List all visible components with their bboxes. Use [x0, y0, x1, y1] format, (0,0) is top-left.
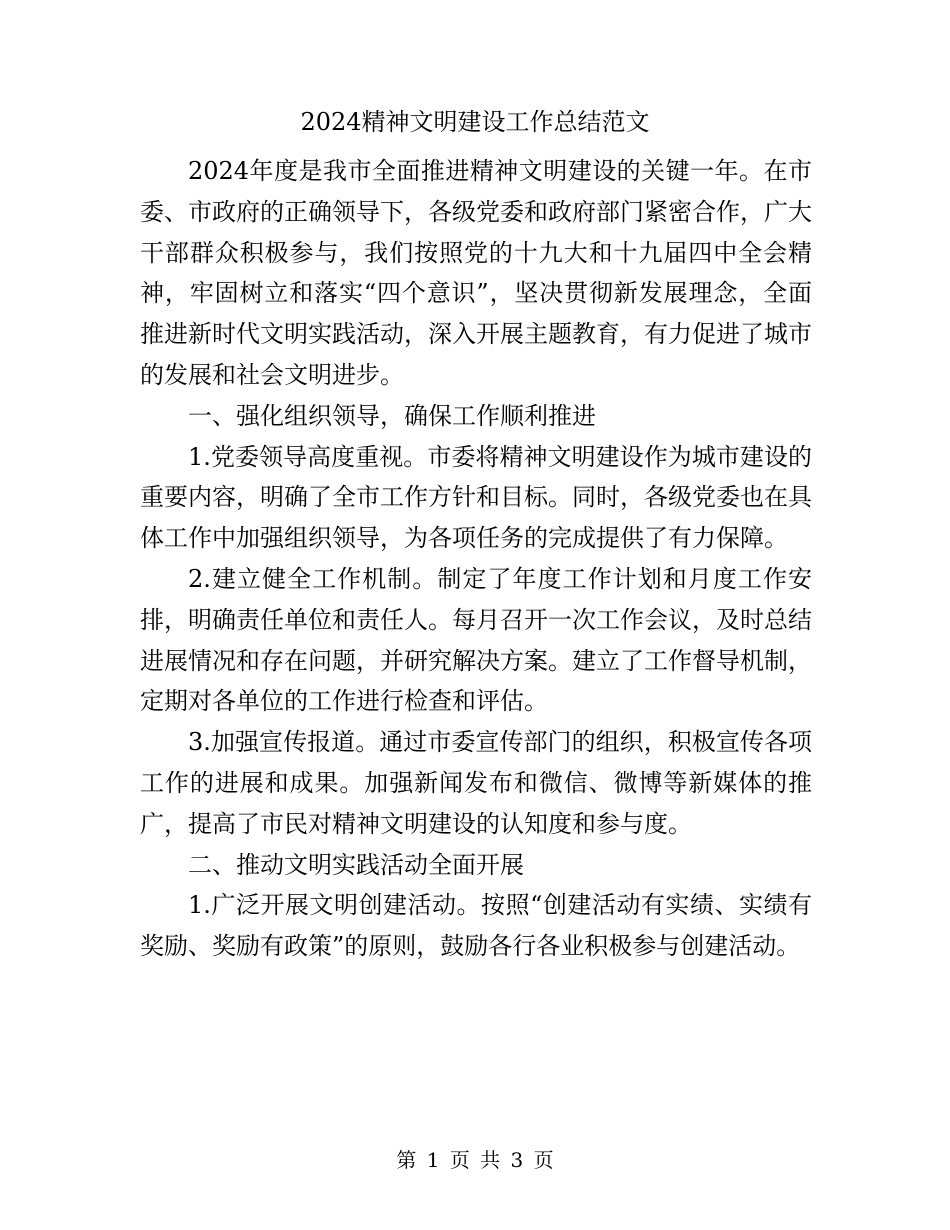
- section-heading-2: 二、推动文明实践活动全面开展: [188, 850, 524, 879]
- section-1-item-2: 2.建立健全工作机制。制定了年度工作计划和月度工作安排，明确责任单位和责任人。每月召开一次工作会议，及时总结进展情况和存在问题，并研究解决方案。建立了工作督导机制，定期对各单位的工作进行检查和评估。: [140, 564, 812, 716]
- section-heading-1: 一、强化组织领导，确保工作顺利推进: [188, 401, 596, 430]
- section-1-item-3: 3.加强宣传报道。通过市委宣传部门的组织，积极宣传各项工作的进展和成果。加强新闻发布和微信、微博等新媒体的推广，提高了市民对精神文明建设的认知度和参与度。: [140, 728, 812, 838]
- page-number-footer: 第 1 页 共 3 页: [396, 1148, 554, 1172]
- document-title: 2024精神文明建设工作总结范文: [300, 108, 650, 136]
- intro-paragraph: 2024年度是我市全面推进精神文明建设的关键一年。在市委、市政府的正确领导下，各级党委和政府部门紧密合作，广大干部群众积极参与，我们按照党的十九大和十九届四中全会精神，牢固树立和落实“四个意识”，坚决贯彻新发展理念，全面推进新时代文明实践活动，深入开展主题教育，有力促进了城市的发展和社会文明进步。: [140, 157, 812, 389]
- section-1-item-1: 1.党委领导高度重视。市委将精神文明建设作为城市建设的重要内容，明确了全市工作方针和目标。同时，各级党委也在具体工作中加强组织领导，为各项任务的完成提供了有力保障。: [140, 442, 812, 553]
- section-2-item-1: 1.广泛开展文明创建活动。按照“创建活动有实绩、实绩有奖励、奖励有政策”的原则，鼓励各行各业积极参与创建活动。: [140, 891, 812, 961]
- document-body: [140, 151, 812, 967]
